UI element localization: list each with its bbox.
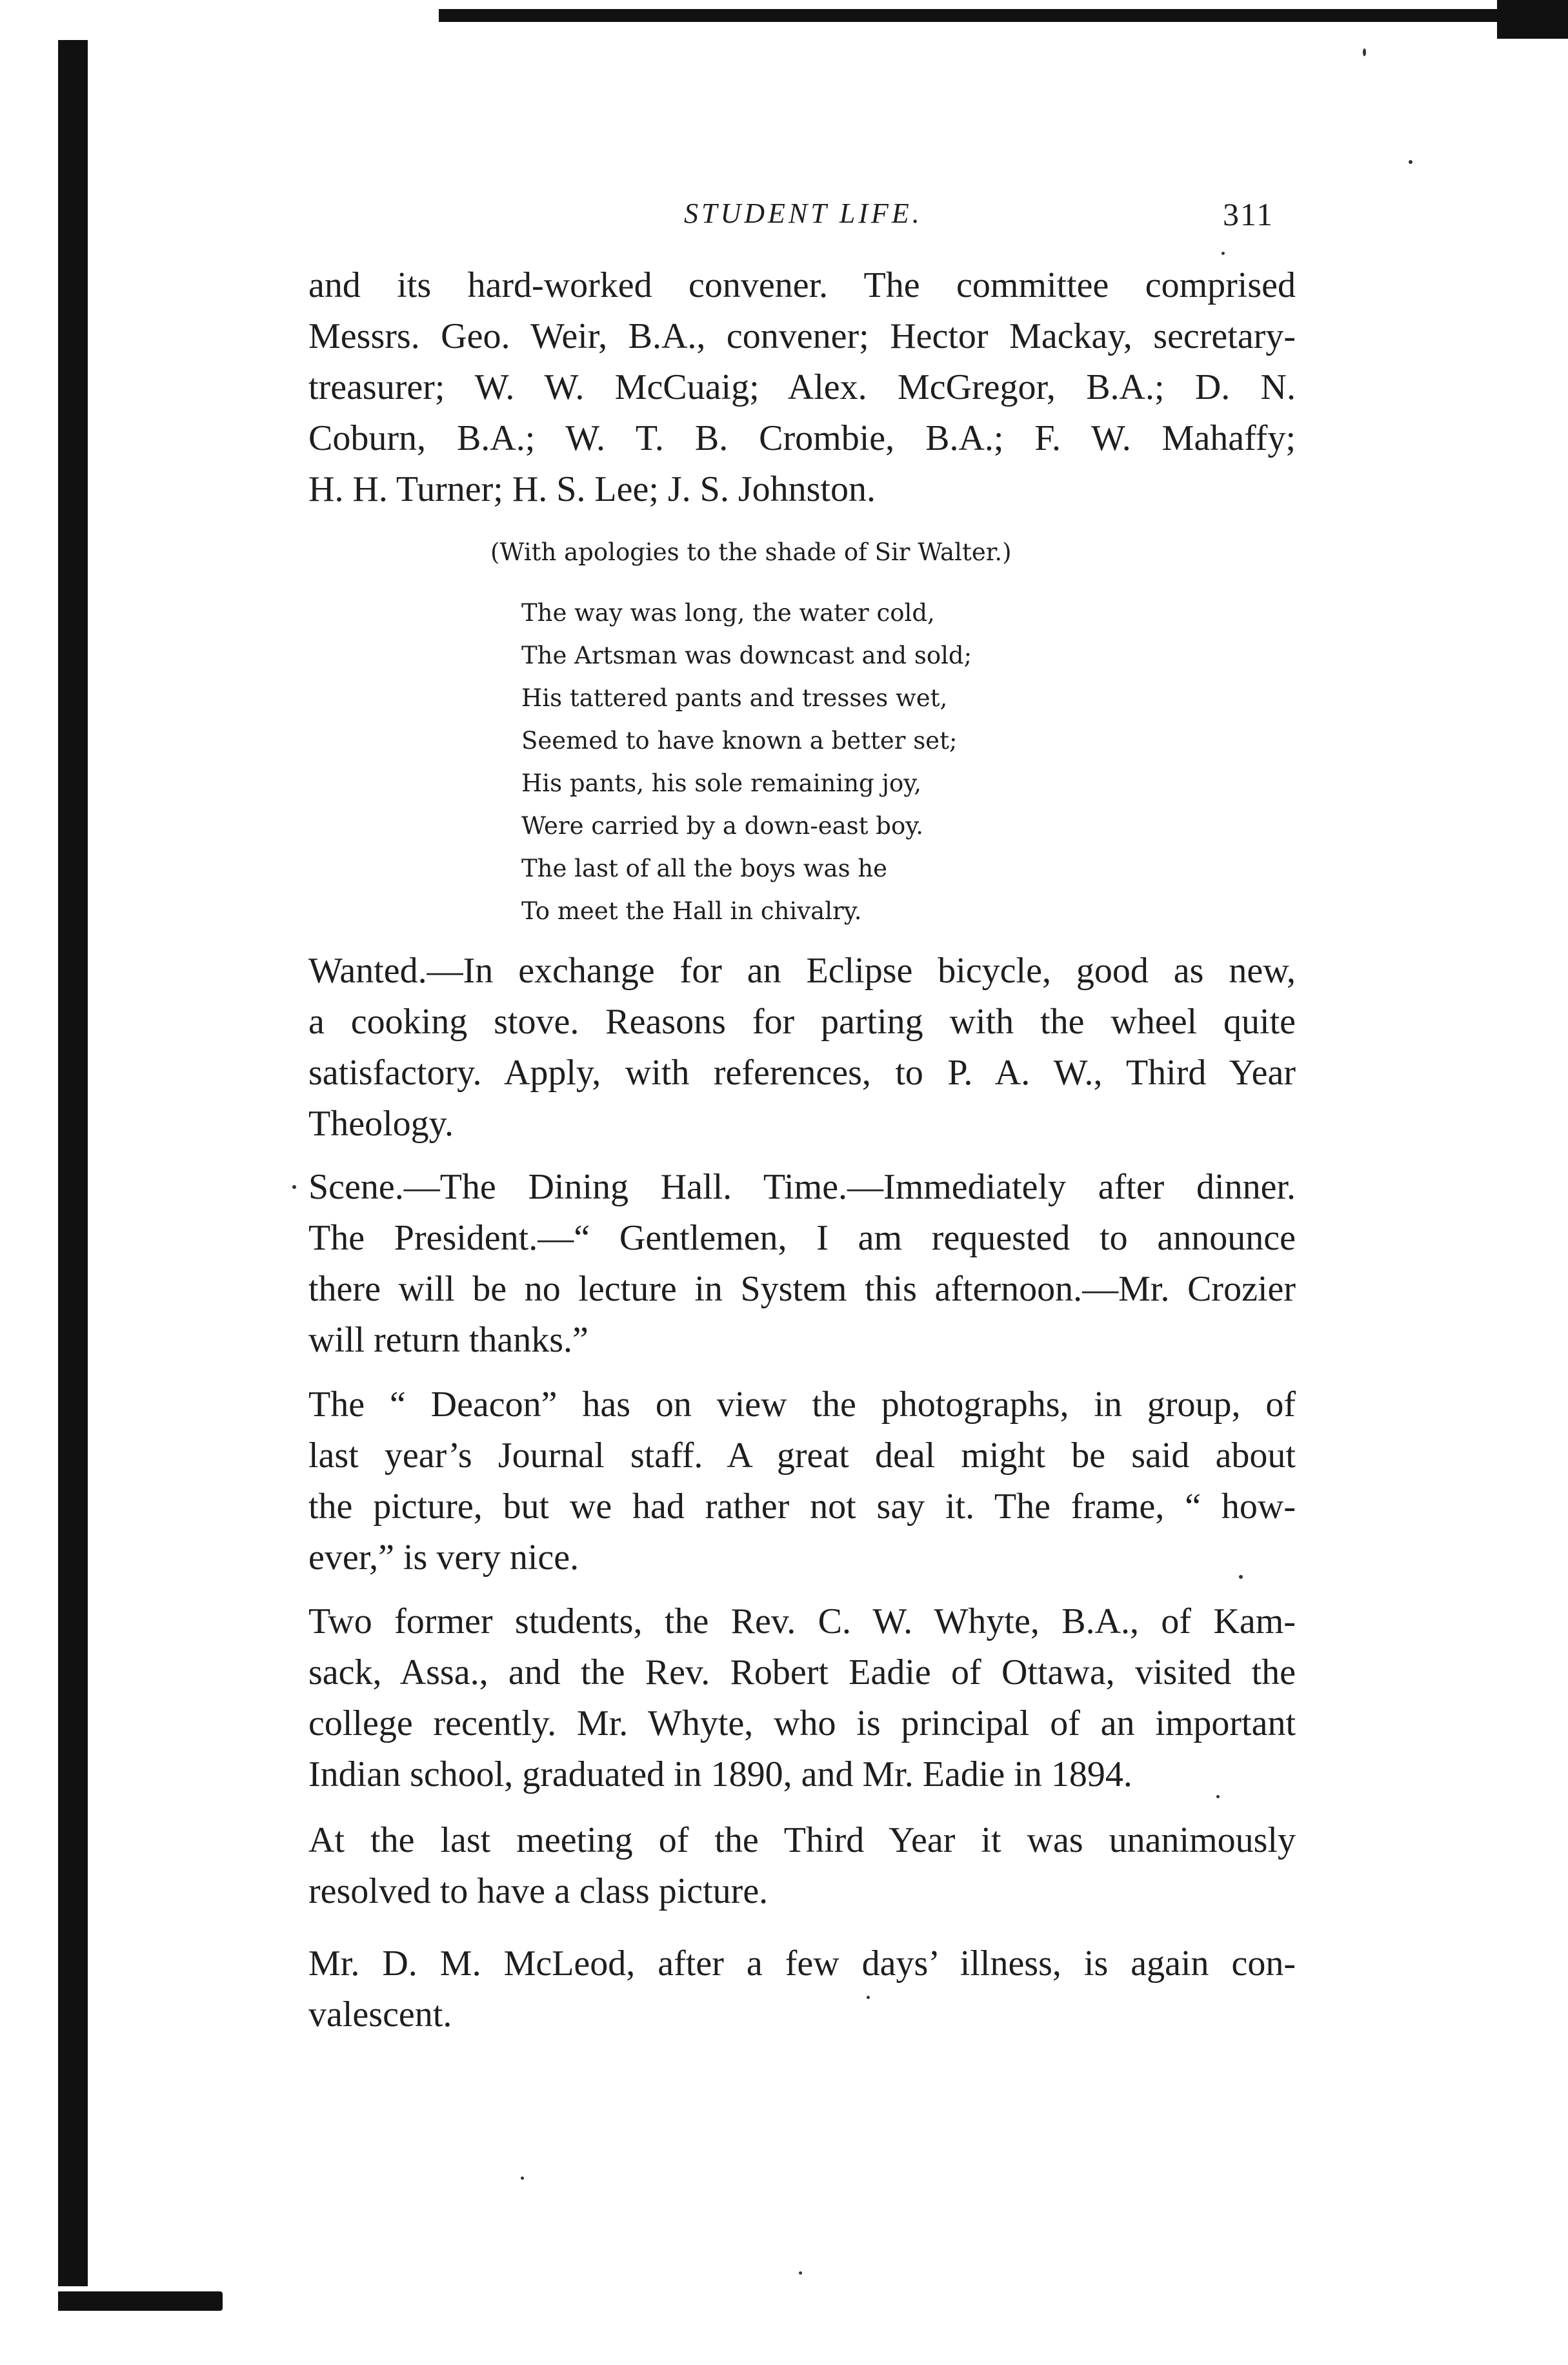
- running-title: STUDENT LIFE.: [684, 198, 923, 229]
- text-line: Coburn, B.A.; W. T. B. Crombie, B.A.; F. W. Mahaffy;: [308, 418, 1296, 458]
- text-line: last year’s Journal staff. A great deal might be said about: [308, 1436, 1296, 1476]
- text-line: Two former students, the Rev. C. W. Whyte, B.A., of Kam-: [308, 1601, 1296, 1641]
- poem-line: Were carried by a down-east boy.: [521, 812, 924, 840]
- text-line: Mr. D. M. McLeod, after a few days’ illness, is again con-: [308, 1944, 1296, 1984]
- paragraph-deacon: [308, 1379, 1296, 1583]
- text-line: Scene.—The Dining Hall. Time.—Immediately after dinner.: [308, 1167, 1296, 1207]
- scan-spine-edge: [58, 40, 88, 2286]
- text-line: The President.—“ Gentlemen, I am requested to announce: [308, 1218, 1296, 1258]
- text-line: there will be no lecture in System this afternoon.—Mr. Crozier: [308, 1269, 1296, 1309]
- paragraph-wanted: [308, 946, 1296, 1150]
- scan-top-corner: [1497, 0, 1568, 39]
- poem-line: His pants, his sole remaining joy,: [521, 769, 921, 797]
- paragraph-former-students: [308, 1596, 1296, 1800]
- paragraph-scene: [308, 1162, 1296, 1366]
- text-line: college recently. Mr. Whyte, who is principal of an important: [308, 1703, 1296, 1743]
- text-line: H. H. Turner; H. S. Lee; J. S. Johnston.: [308, 469, 876, 509]
- poem-line: To meet the Hall in chivalry.: [521, 897, 862, 925]
- poem-line: The way was long, the water cold,: [521, 599, 935, 627]
- paragraph-committee: [308, 260, 1296, 515]
- page-number: 311: [1223, 196, 1274, 232]
- scan-speck: [292, 1185, 296, 1189]
- text-line: resolved to have a class picture.: [308, 1871, 769, 1911]
- scan-speck: [1363, 48, 1366, 56]
- text-line: satisfactory. Apply, with references, to P. A. W., Third Year: [308, 1053, 1296, 1093]
- scan-speck: [1409, 160, 1412, 164]
- poem-intro: (With apologies to the shade of Sir Walter.): [490, 538, 1012, 566]
- poem-line: Seemed to have known a better set;: [521, 727, 958, 755]
- text-line: The “ Deacon” has on view the photographs, in group, of: [308, 1385, 1296, 1425]
- paragraph-mcleod: [308, 1938, 1296, 2040]
- text-line: Wanted.—In exchange for an Eclipse bicycle, good as new,: [308, 951, 1296, 991]
- text-line: and its hard-worked convener. The committee comprised: [308, 265, 1296, 305]
- text-line: treasurer; W. W. McCuaig; Alex. McGregor, B.A.; D. N.: [308, 367, 1296, 407]
- text-line: sack, Assa., and the Rev. Robert Eadie of Ottawa, visited the: [308, 1652, 1296, 1692]
- text-line: Indian school, graduated in 1890, and Mr. Eadie in 1894.: [308, 1754, 1132, 1794]
- text-line: will return thanks.”: [308, 1320, 588, 1360]
- poem-line: The last of all the boys was he: [521, 855, 888, 882]
- text-line: At the last meeting of the Third Year it was unanimously: [308, 1820, 1296, 1860]
- poem: [521, 592, 972, 933]
- scan-speck: [799, 2271, 802, 2275]
- scan-top-rule: [439, 9, 1503, 22]
- text-line: the picture, but we had rather not say it. The frame, “ how-: [308, 1487, 1296, 1527]
- text-line: Messrs. Geo. Weir, B.A., convener; Hector Mackay, secretary-: [308, 316, 1296, 356]
- poem-line: His tattered pants and tresses wet,: [521, 684, 948, 712]
- text-line: ever,” is very nice.: [308, 1538, 579, 1578]
- text-line: Theology.: [308, 1104, 454, 1144]
- text-line: valescent.: [308, 1995, 452, 2035]
- paragraph-third-year: [308, 1815, 1296, 1917]
- poem-line: The Artsman was downcast and sold;: [521, 642, 972, 669]
- scan-spine-foot: [58, 2291, 223, 2311]
- scan-speck: [1221, 252, 1225, 255]
- text-line: a cooking stove. Reasons for parting with the wheel quite: [308, 1002, 1296, 1042]
- scan-speck: [521, 2177, 524, 2180]
